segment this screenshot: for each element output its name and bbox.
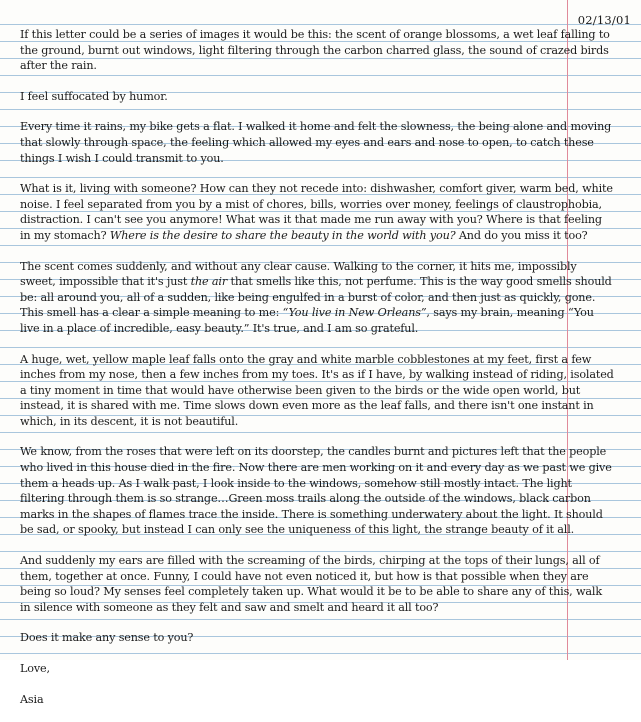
paragraph-3: Every time it rains, my bike gets a flat. I walked it home and felt the slowness, the being alone and moving that slowly through space, the feeling which allowed my eyes and ears and nose to open, to catch these things I wish I could transmit to you. [20,120,612,165]
paragraph-6: A huge, wet, yellow maple leaf falls onto the gray and white marble cobblestones at my feet, first a few inches from my nose, then a few inches from my toes. It's as if I have, by walking instead of riding, isolated a tiny moment in time that would have otherwise been given to the birds or the wide open world, but instead, it is shared with me. Time slows down even more as the leaf falls, and there isn't one instant in which, in its descent, it is not beautiful. [20,352,614,428]
closing-salutation: Love, [20,662,50,675]
paragraph-8: And suddenly my ears are filled with the screaming of the birds, chirping at the tops of their lungs, all of them, together at once. Funny, I could have not even noticed it, but how is that possible when they are being so loud? My senses feel completely taken up. What would it be to be able to share any of this, walk in silence with someone as they felt and saw and smelt and heard it all too? [20,554,602,614]
paragraph-4-emphasis: Where is the desire to share the beauty in the world with you? [109,228,456,242]
letter-date: 02/13/01 [577,13,631,27]
paragraph-5 [20,259,614,337]
paragraph-4-end: And do you miss it too? [455,228,588,242]
paragraph-5-text-a: The scent comes suddenly, and without any clear cause. Walking to the corner, it hits me, impossibly sweet, impossible that it's just [20,259,577,289]
closing-question: Does it make any sense to you? [20,631,194,645]
paragraph-2: I feel suffocated by humor. [20,89,168,103]
paragraph-5-text-b: that smells like this, not perfume. This is the way good smells should be: all around you, all of a sudden, like being engulfed in a burst of color, and then just as quickly, gone. This smell has a clear a simple meaning to me: [20,275,612,320]
paragraph-5-text-c: , says my brain, meaning “You live in a place of incredible, easy beauty.” It's true, and I am so grateful. [20,306,594,335]
letter-body [20,27,614,722]
signature: Asia [20,692,44,706]
paragraph-4 [20,181,614,243]
paragraph-7: We know, from the roses that were left on its doorstep, the candles burnt and pictures left that the people who lived in this house died in the fire. Now there are men working on it and every day as we past we give them a heads up. As I walk past, I look inside to the windows, somehow still mostly intact. The light filtering through them is so strange…Green moss trails along the outside of the windows, black carbon marks in the shapes of flames trace the inside. There is something underwatery about the light. It should be sad, or spooky, but instead I can only see the uniqueness of this light, the strange beauty of it all. [20,445,612,537]
paragraph-5-emphasis-air: the air [190,275,228,289]
paragraph-1: If this letter could be a series of images it would be this: the scent of orange blossoms, a wet leaf falling to the ground, burnt out windows, light filtering through the carbon charred glass, the sound of crazed birds after the rain. [20,28,610,73]
paragraph-4-text: What is it, living with someone? How can they not recede into: dishwasher, comfort giver, warm bed, white noise. I feel separated from you by a mist of chores, bills, worries over money, feelings of claustrophobia, distraction. I can't see you anymore! What was it that made me run away with you? Where is that feeling in my stomach? [20,182,613,242]
paragraph-5-emphasis-quote: “You live in New Orleans” [282,306,427,320]
